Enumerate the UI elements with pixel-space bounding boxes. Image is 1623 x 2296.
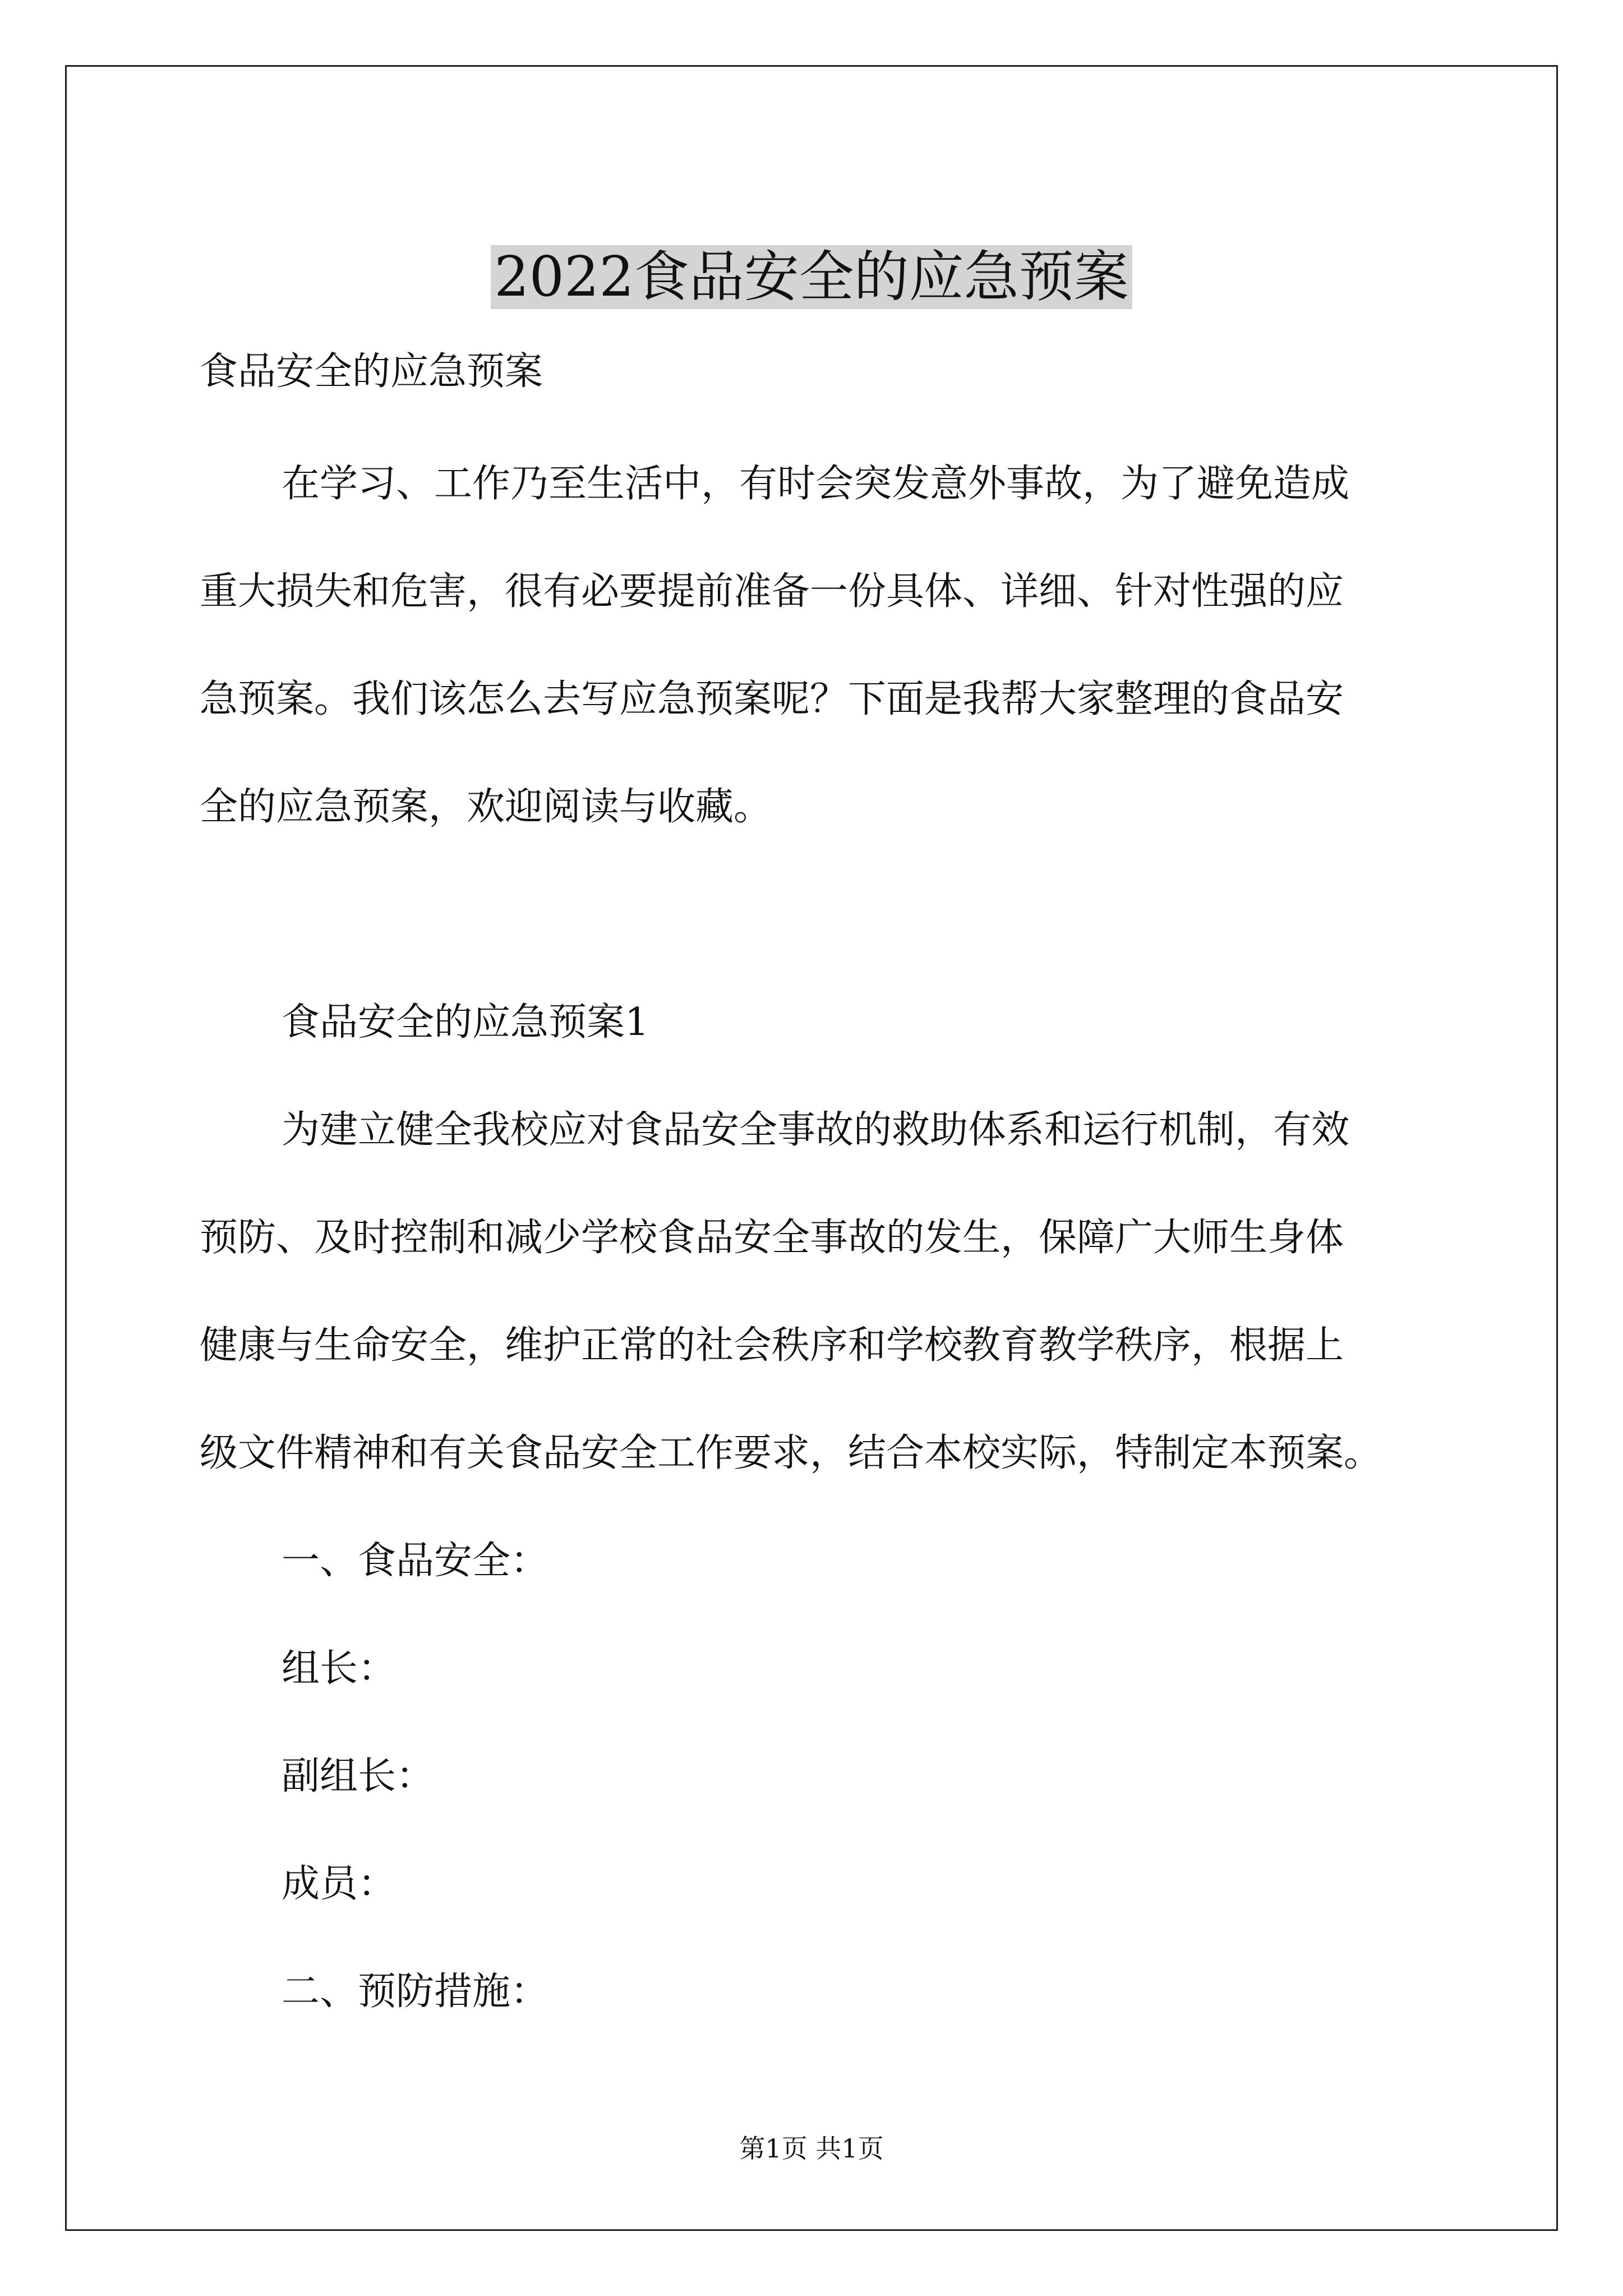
- intro-line: 在学习、工作乃至生活中，有时会突发意外事故，为了避免造成: [282, 462, 1350, 506]
- section-line: 级文件精神和有关食品安全工作要求，结合本校实际，特制定本预案。: [200, 1431, 1382, 1475]
- list-item-leader: 组长：: [282, 1646, 396, 1691]
- list-item-food-safety: 一、食品安全：: [282, 1539, 549, 1583]
- section-heading: 食品安全的应急预案1: [282, 1000, 649, 1045]
- list-item-members: 成员：: [282, 1862, 396, 1906]
- document-subtitle: 食品安全的应急预案: [200, 349, 543, 394]
- document-title: [0, 238, 1623, 316]
- intro-line: 全的应急预案，欢迎阅读与收藏。: [200, 785, 772, 829]
- intro-line: 重大损失和危害，很有必要提前准备一份具体、详细、针对性强的应: [200, 569, 1344, 614]
- section-line: 为建立健全我校应对食品安全事故的救助体系和运行机制，有效: [282, 1108, 1350, 1152]
- list-item-prevention: 二、预防措施：: [282, 1970, 549, 2014]
- intro-line: 急预案。我们该怎么去写应急预案呢？下面是我帮大家整理的食品安: [200, 677, 1344, 721]
- page-footer: 第1页 共1页: [739, 2133, 884, 2164]
- list-item-deputy-leader: 副组长：: [282, 1754, 435, 1798]
- document-title-text: 2022食品安全的应急预案: [491, 245, 1132, 309]
- section-line: 健康与生命安全，维护正常的社会秩序和学校教育教学秩序，根据上: [200, 1323, 1344, 1368]
- section-line: 预防、及时控制和减少学校食品安全事故的发生，保障广大师生身体: [200, 1216, 1344, 1260]
